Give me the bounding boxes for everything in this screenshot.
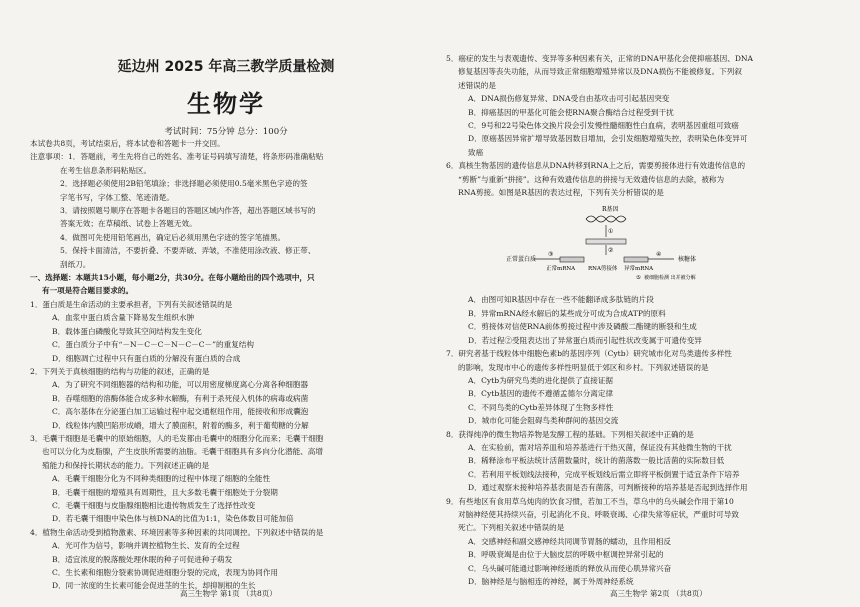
text-line: B．适宜浓度的脱落酸处理休眠的种子可促进种子萌发 [52,554,233,564]
text-line: 5．癌症的发生与表观遗传、变异等多种因素有关，正常的DNA甲基化会使抑癌基因、DNA [446,54,754,63]
text-line: 殖能力和保持长期状态的能力。下列叙述正确的是 [42,460,210,470]
text-line: 2．下列关于真核细胞的结构与功能的叙述，正确的是 [30,366,210,376]
text-line: D．细胞凋亡过程中只有蛋白质的分解没有蛋白质的合成 [52,353,241,363]
text-line: B．载体蛋白磷酸化导致其空间结构发生变化 [52,326,202,336]
ribosome-label: 核糖体 [678,256,697,264]
text-line: 一、选择题：本题共15小题，每小题2分，共30分。在每小题给出的四个选项中，只 [30,273,315,283]
text-line: B．抑癌基因的甲基化可能会使RNA聚合酶结合过程受到干扰 [468,107,674,117]
text-line: 7．研究者基于线粒体中细胞色素b的基因序列（Cytb）研究城市化对鸟类遗传多样性 [446,349,732,359]
right-text-top [446,52,838,199]
text-line: 致癌 [468,147,484,157]
step-mark-2: ② [608,247,614,255]
text-line: C．乌头碱可能通过影响神经递质的释放从而使心肌异常兴奋 [468,563,672,573]
exam-title: 延边州 2025 年高三教学质量检测 [117,59,335,75]
exam-meta: 考试时间：75分钟 总分：100分 [164,127,288,137]
subject-title: 生物学 [187,90,265,118]
page-right [430,0,860,607]
text-line: 6．真核生物基因的遗传信息从DNA转移到RNA上之后，需要剪接体进行有效遗传信息的 [446,161,746,171]
text-line: 4．做图可先使用铅笔画出，确定后必须用黑色字迹的签字笔描黑。 [60,232,286,242]
r-gene-expression-figure [506,203,706,285]
text-line: 述错误的是 [458,80,496,90]
text-line: B．异常mRNA经水解后的某些成分可成为合成ATP的原料 [468,308,666,318]
gene-label: R基因 [602,206,619,214]
text-line: D．城市化可能会阻碍鸟类种群间的基因交流 [468,416,619,426]
text-line: A．毛囊干细胞分化为不同种类细胞的过程中体现了细胞的全能性 [52,474,271,484]
text-line: A．交感神经和副交感神经共同调节胃肠的蠕动，且作用相反 [468,536,671,546]
text-line: C．若利用平板划线法接种，完成平板划线后需立即将平板倒置于适宜条件下培养 [468,469,740,479]
text-line: C．蛋白质分子中有“－N－C－C－N－C－C－”的重复结构 [52,340,254,350]
text-line: 1．蛋白质是生命活动的主要承担者，下列有关叙述错误的是 [30,299,233,309]
text-line: B．稀释涂布平板法统计活菌数量时，统计的菌落数一般比活菌的实际数目低 [468,456,725,466]
text-line: 注意事项：1．答题前，考生先将自己的姓名、准考证号码填写清楚，将条形码准确粘贴 [30,152,324,162]
text-line: 2．选择题必须使用2B铅笔填涂；非选择题必须使用0.5毫米黑色字迹的签 [60,179,308,189]
text-line: D．同一浓度的生长素可能会促进茎的生长，却抑制根的生长 [52,581,256,591]
page-footer-left: 高三生物学 第1页 （共8页） [180,589,277,598]
text-line: A．为了研究不同细胞器的结构和功能，可以用密度梯度离心分离各种细胞器 [52,380,309,390]
left-text-body [30,137,422,593]
text-line: 的影响，发现市中心的遗传多样性明显低于郊区和乡村。下列叙述错误的是 [458,362,709,372]
text-line: B．毛囊干细胞的增殖具有周期性，且大多数毛囊干细胞处于分裂期 [52,487,278,497]
text-line: C．高尔基体在分泌蛋白加工运输过程中起交通枢纽作用，能接收和形成囊泡 [52,407,309,417]
dna-helix-icon [586,216,626,222]
text-line: 修复基因等丧失功能，从而导致正常细胞增殖异常以及DNA损伤不能被修复。下列叙 [458,67,742,77]
text-line: D．原癌基因异常扩增导致基因数目增加，会引发细胞增殖失控，表明染色体变异可 [468,134,748,144]
step-mark-3: ③ [548,251,554,259]
text-line: 刮纸刀。 [60,259,91,269]
page-footer-right: 高三生物学 第2页 （共8页） [610,589,707,598]
text-line: A．DNA损伤修复异常、DNA受自由基攻击可引起基因突变 [468,94,670,104]
text-line: 死亡。下列相关叙述中错误的是 [458,523,565,533]
text-line: D．若过程②受阻表达出了异常蛋白质而引起性状改变属于可遗传变异 [468,335,702,345]
text-line: A．光可作为信号，影响并调控植物生长、发育的全过程 [52,541,240,551]
normal-protein-label: 正常蛋白质 [506,256,537,264]
text-line: 也可以分化为皮脂腺，产生皮肤所需要的油脂。毛囊干细胞具有多向分化潜能、高增 [42,447,323,457]
text-line: “剪断”与重新“拼接”。这种有效遗传信息的拼接与无效遗传信息的去除，被称为 [458,174,725,184]
abnormal-mrna-bar [624,257,648,262]
text-line: 3．请按照题号顺序在答题卡各题目的答题区域内作答，超出答题区域书写的 [60,206,316,216]
right-text-bottom [446,293,838,588]
text-line: 9．有些地区有食用草乌炖肉的饮食习惯，若加工不当，草乌中的乌头碱会作用于第10 [446,496,734,506]
abnormal-mrna-label: 异常mRNA [624,266,654,273]
text-line: 在考生信息条形码粘贴区。 [60,165,152,175]
text-line: 有一项是符合题目要求的。 [42,286,134,296]
text-line: A．在实验前，需对培养皿和培养基进行干热灭菌，保证没有其他微生物的干扰 [468,442,732,452]
text-line: D．通过观察未接种培养基表面是否有菌落，可判断接种的培养基是否起到选择作用 [468,483,748,493]
text-line: 本试卷共8页，考试结束后，将本试卷和答题卡一并交回。 [30,139,225,148]
text-line: 3．毛囊干细胞是毛囊中的原始细胞，人的毛发都由毛囊中的细胞分化而来；毛囊干细胞 [30,433,324,443]
text-line: A．由图可知R基因中存在一些不能翻译成多肽链的片段 [468,295,654,305]
text-line: C．生长素和细胞分裂素协调促进细胞分裂的完成，表现为协同作用 [52,568,279,577]
text-line: 答案无效；在草稿纸、试卷上答题无效。 [60,219,197,229]
text-line: C．9号和22号染色体交换片段会引发慢性髓细胞性白血病，表明基因重组可致癌 [468,121,739,131]
degrade-label: 被细胞检测 出并被分解 [644,275,696,282]
text-line: A．Cytb为研究鸟类的进化提供了直接证据 [468,375,613,385]
step-mark-5: ⑤ [636,275,641,282]
step-mark-4: ④ [656,251,662,259]
text-line: 8．获得纯净的微生物培养物是发酵工程的基础。下列相关叙述中正确的是 [446,429,694,439]
text-line: C．剪接体对信使RNA前体剪接过程中涉及磷酸二酯键的断裂和生成 [468,322,697,332]
text-line: 5．保持卡面清洁，不要折叠、不要弄破、弄皱，不准使用涂改液、修正带、 [60,246,316,256]
text-line: 对脑神经使其持续兴奋，引起消化不良、呼吸衰竭、心律失常等症状，严重时可导致 [458,509,739,519]
text-line: 4．植物生命活动受到植物激素、环境因素等多种因素的共同调控。下列叙述中错误的是 [30,527,324,537]
text-line: RNA剪接。如图是R基因的表达过程，下列有关分析错误的是 [458,188,664,198]
text-line: 字笔书写，字体工整、笔迹清楚。 [60,192,174,202]
text-line: A．血浆中蛋白质含量下降易发生组织水肿 [52,313,195,323]
text-line: D．若毛囊干细胞中染色体与核DNA的比值为1:1，染色体数目可能加倍 [52,514,294,524]
text-line: B．呼吸衰竭是由位于大脑皮层的呼吸中枢调控异常引起的 [468,550,664,560]
text-line: B．吞噬细胞的溶酶体能合成多种水解酶，有利于杀死侵入机体的病毒或病菌 [52,393,309,403]
pre-mrna-bar [586,239,626,244]
text-line: D．线粒体内膜凹陷形成嵴，增大了膜面积，附着的酶多，利于葡萄糖的分解 [52,420,309,430]
text-line: C．不同鸟类的Cytb差异体现了生物多样性 [468,402,614,412]
text-line: D．脑神经是与脑相连的神经，属于外周神经系统 [468,577,634,586]
step-mark-1: ① [608,228,614,236]
text-line: B．Cytb基因的遗传不遵循孟德尔分离定律 [468,389,614,399]
normal-mrna-label: 正常mRNA [546,266,576,273]
text-line: C．毛囊干细胞与皮脂腺细胞相比遗传物质发生了选择性改变 [52,500,256,510]
spliceosome-label: RNA剪接体 [588,266,618,273]
normal-mrna-bar [560,257,584,262]
